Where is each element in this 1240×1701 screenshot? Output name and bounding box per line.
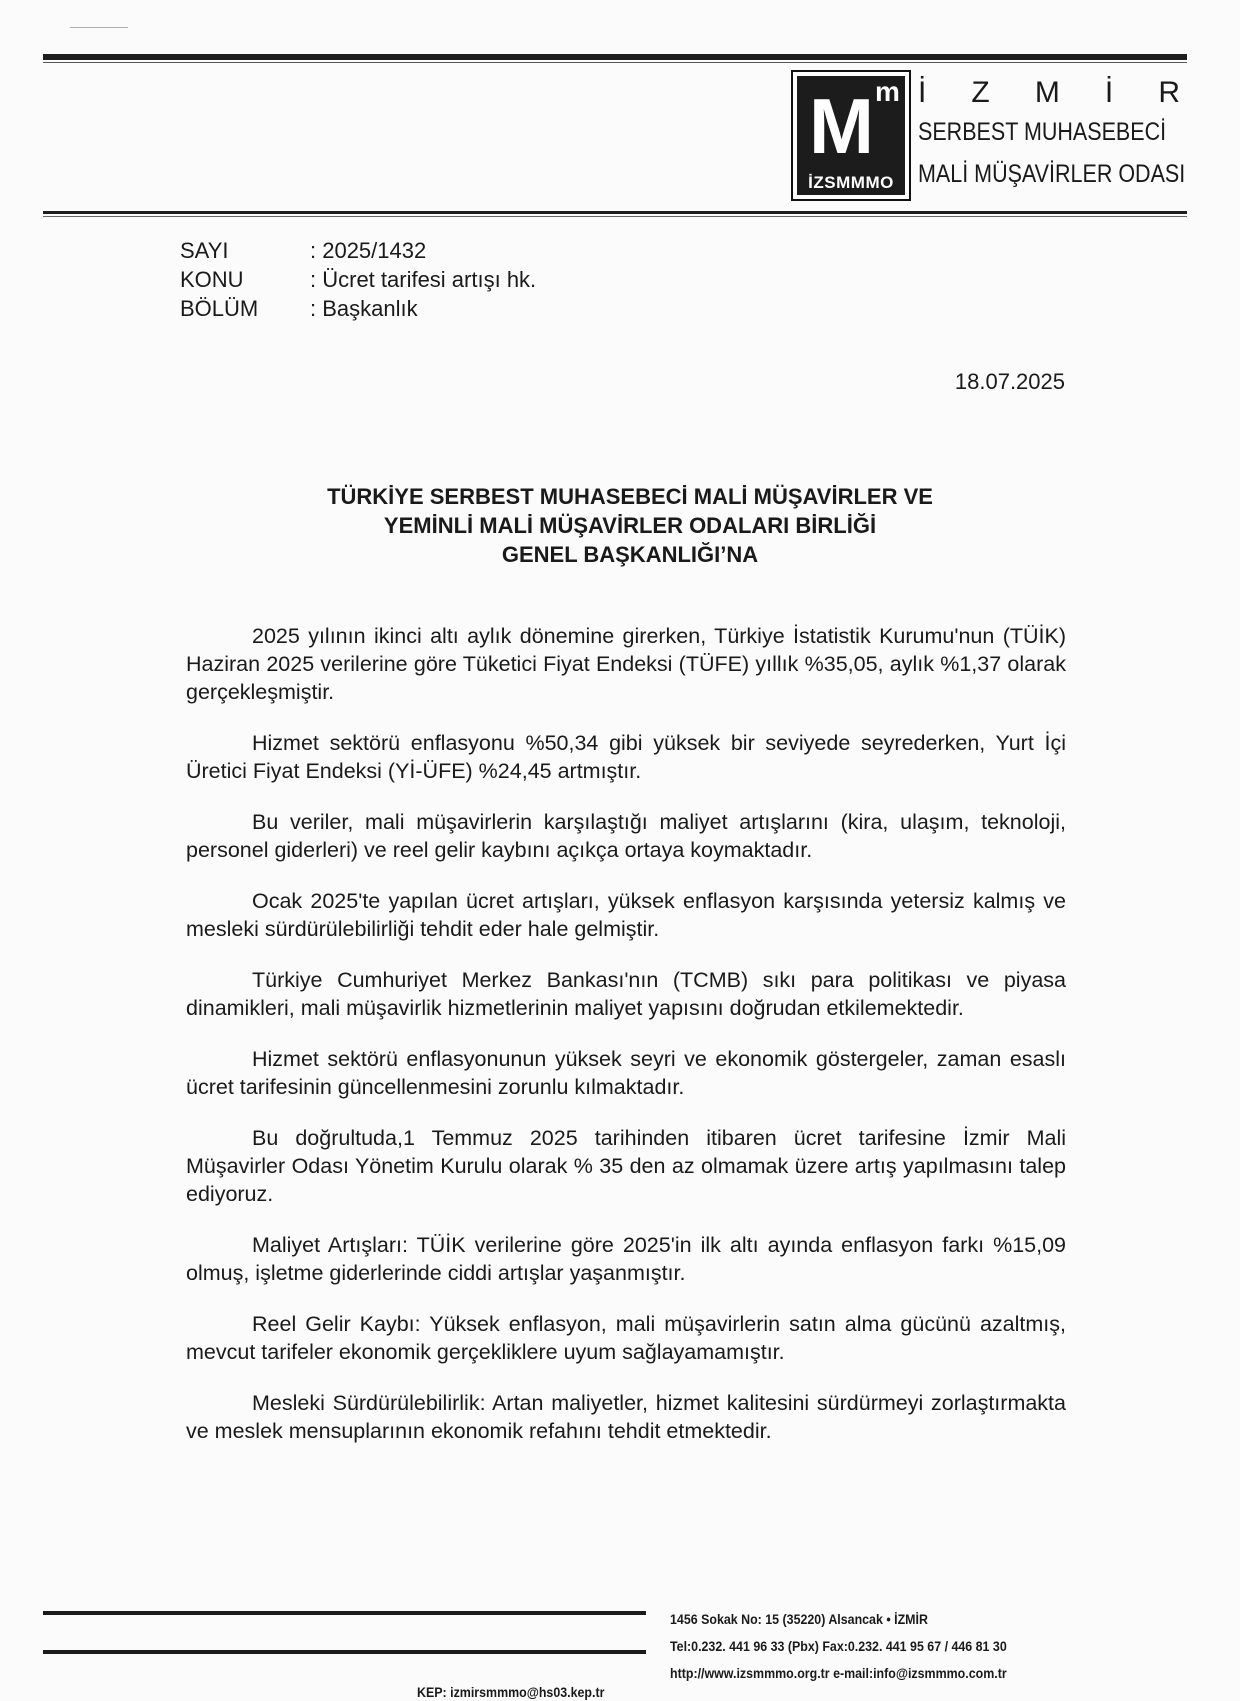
header-top-rule	[43, 54, 1187, 60]
body-paragraph: Ocak 2025'te yapılan ücret artışları, yüksek enflasyon karşısında yetersiz kalmış ve mesleki sürdürülebilirliği tehdit eder hale gelmiştir.	[186, 889, 1066, 941]
org-city-letter: İ	[918, 76, 927, 109]
body-paragraph: Bu veriler, mali müşavirlerin karşılaştığı maliyet artışlarını (kira, ulaşım, teknoloji, personel giderleri) ve reel gelir kaybını açıkça ortaya koymaktadır.	[186, 810, 1066, 862]
addressee-line-1: TÜRKİYE SERBEST MUHASEBECİ MALİ MÜŞAVİRLER VE	[327, 484, 933, 509]
meta-row-konu	[180, 265, 536, 294]
footer-web: http://www.izsmmmo.org.tr e-mail:info@izsmmmo.com.tr	[670, 1666, 1007, 1681]
footer-address: 1456 Sokak No: 15 (35220) Alsancak • İZMİR	[670, 1612, 928, 1627]
footer-phone: Tel:0.232. 441 96 33 (Pbx) Fax:0.232. 441 95 67 / 446 81 30	[670, 1639, 1007, 1654]
letter-meta	[180, 236, 536, 323]
bolum-value: : Başkanlık	[310, 296, 418, 321]
addressee-line-3: GENEL BAŞKANLIĞI’NA	[501, 542, 759, 567]
org-city-letter: R	[1158, 76, 1180, 109]
org-city-letter: İ	[1104, 76, 1114, 109]
body-paragraph: Hizmet sektörü enflasyonunun yüksek seyri ve ekonomik göstergeler, zaman esaslı ücret tarifesinin güncellenmesini zorunlu kılmaktadır.	[186, 1047, 1066, 1099]
konu-label: KONU	[180, 267, 244, 292]
header-top-thin-rule	[43, 62, 1187, 63]
footer-kep: KEP: izmirsmmmo@hs03.kep.tr	[417, 1685, 605, 1700]
body-paragraph: Mesleki Sürdürülebilirlik: Artan maliyetler, hizmet kalitesini sürdürmeyi zorlaştırmakta ve meslek mensuplarının ekonomik refahını tehdit etmektedir.	[186, 1391, 1066, 1443]
body-paragraph: Reel Gelir Kaybı: Yüksek enflasyon, mali müşavirlerin satın alma gücünü azaltmış, mevcut tarifeler ekonomik gerçekliklere uyum sağlayamamıştır.	[186, 1312, 1066, 1364]
org-city-letter: Z	[971, 76, 990, 109]
sayi-value: : 2025/1432	[310, 238, 427, 263]
bolum-label: BÖLÜM	[180, 296, 259, 321]
logo-caption: İZSMMMO	[808, 173, 894, 192]
org-name-line-1: SERBEST MUHASEBECİ	[918, 118, 1167, 146]
addressee	[180, 482, 1080, 569]
header-bottom-thin-rule	[43, 216, 1187, 217]
body-paragraph: Maliyet Artışları: TÜİK verilerine göre 2025'in ilk altı ayında enflasyon farkı %15,09 olmuş, işletme giderlerinde ciddi artışlar yaşanmıştır.	[186, 1233, 1066, 1285]
footer-rule-top	[43, 1611, 646, 1615]
org-name-line-2: MALİ MÜŞAVİRLER ODASI	[918, 160, 1186, 188]
logo-letter-small: m	[875, 76, 900, 107]
footer-contact	[670, 1606, 1110, 1687]
konu-value: : Ücret tarifesi artışı hk.	[310, 267, 537, 292]
meta-row-bolum	[180, 294, 536, 323]
logo-letter-big: M	[809, 82, 874, 170]
scan-mark	[70, 27, 128, 28]
footer-rule-bottom	[43, 1650, 646, 1654]
addressee-line-2: YEMİNLİ MALİ MÜŞAVİRLER ODALARI BİRLİĞİ	[383, 513, 877, 538]
body-paragraph: Bu doğrultuda,1 Temmuz 2025 tarihinden itibaren ücret tarifesine İzmir Mali Müşavirler Odası Yönetim Kurulu olarak % 35 den az olmamak üzere artış yapılmasını talep ediyoruz.	[186, 1126, 1066, 1206]
sayi-label: SAYI	[180, 238, 229, 263]
letter-date: 18.07.2025	[954, 369, 1065, 394]
body-paragraph: Türkiye Cumhuriyet Merkez Bankası'nın (TCMB) sıkı para politikası ve piyasa dinamikleri, mali müşavirlik hizmetlerinin maliyet yapısını doğrudan etkilemektedir.	[186, 968, 1066, 1020]
izsmmmo-logo	[791, 70, 911, 201]
organization-name	[918, 75, 1186, 195]
letter-body	[186, 622, 1066, 1468]
header-bottom-rule	[43, 211, 1187, 214]
body-paragraph: 2025 yılının ikinci altı aylık dönemine girerken, Türkiye İstatistik Kurumu'nun (TÜİK) Haziran 2025 verilerine göre Tüketici Fiyat Endeksi (TÜFE) yıllık %35,05, aylık %1,37 olarak gerçekleşmiştir.	[186, 624, 1066, 704]
meta-row-sayi	[180, 236, 536, 265]
body-paragraph: Hizmet sektörü enflasyonu %50,34 gibi yüksek bir seviyede seyrederken, Yurt İçi Üretici Fiyat Endeksi (Yİ-ÜFE) %24,45 artmıştır.	[186, 731, 1066, 783]
org-city-letter: M	[1034, 76, 1060, 109]
org-city-name	[918, 75, 1180, 111]
